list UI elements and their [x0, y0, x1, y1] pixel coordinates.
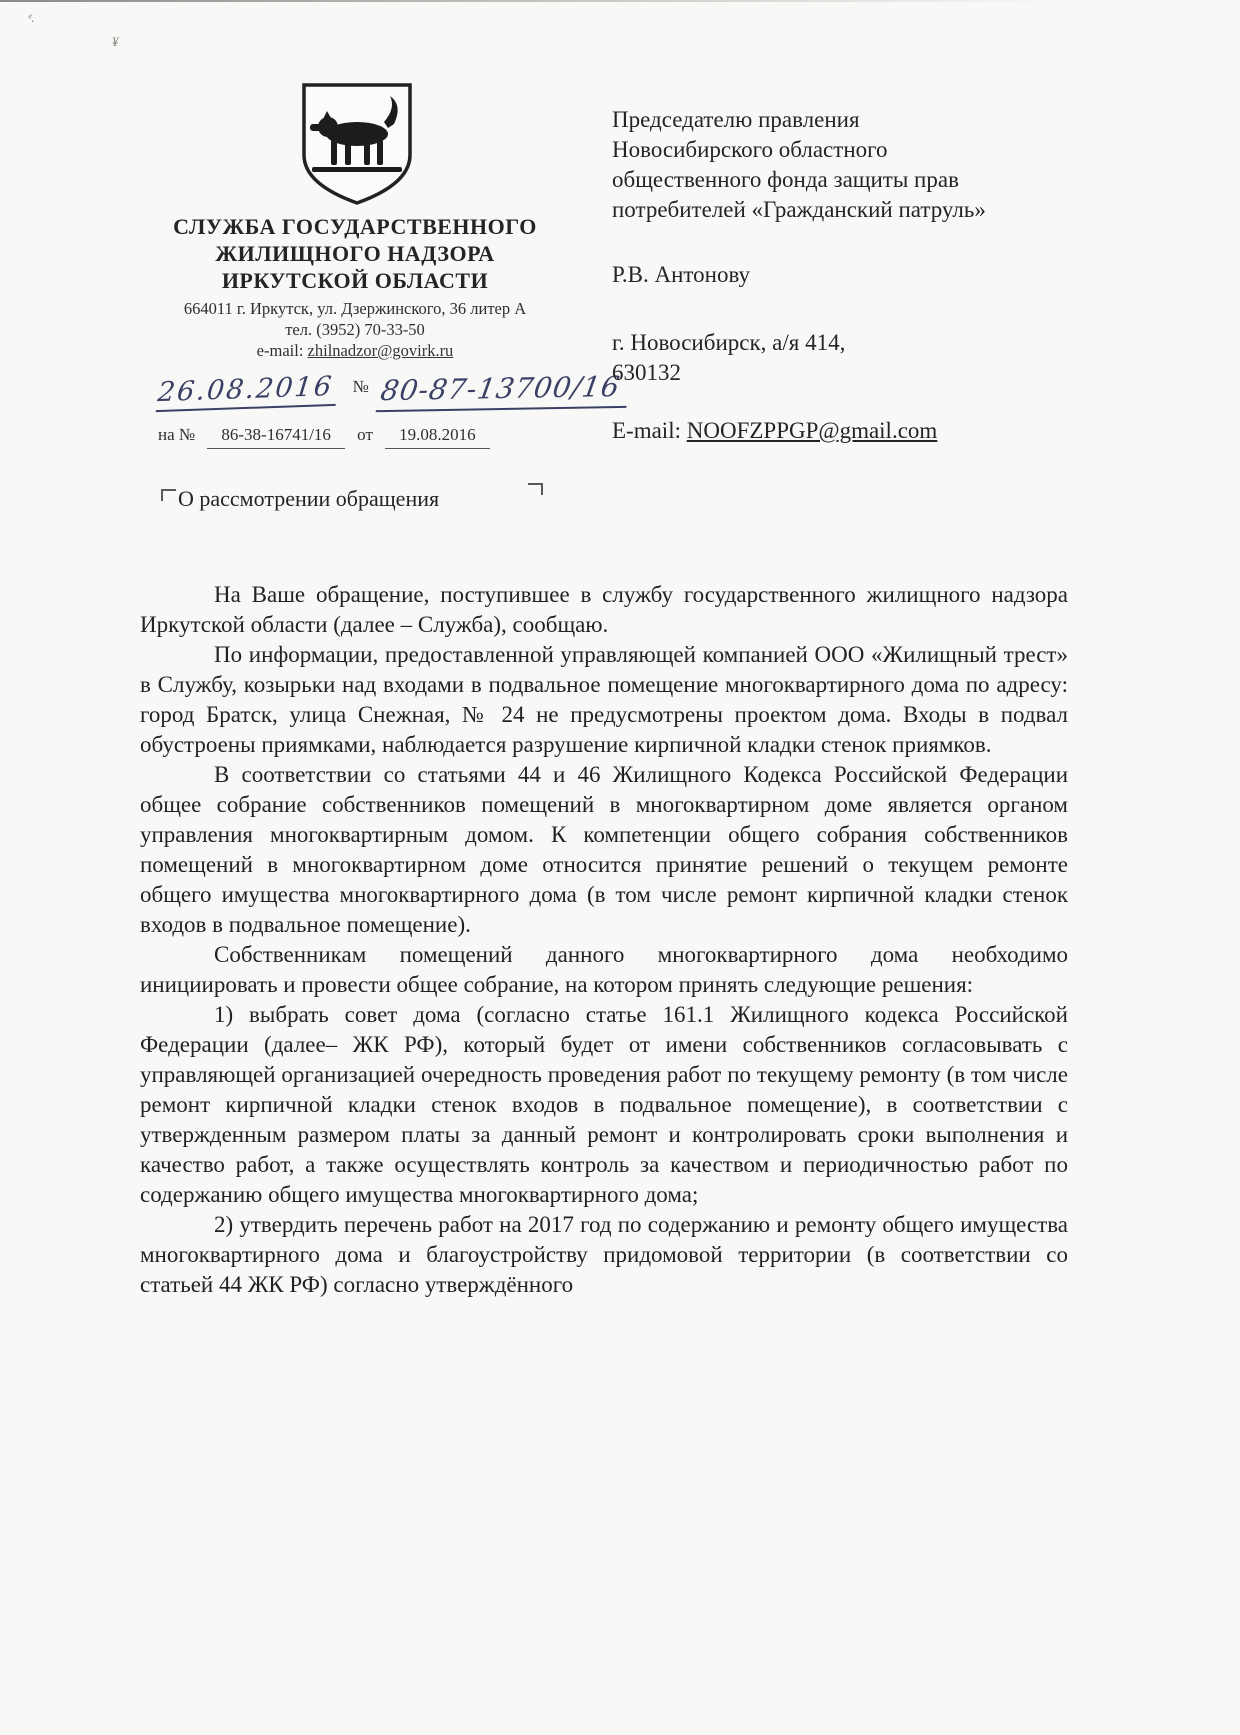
recipient-line: потребителей «Гражданский патруль»: [612, 197, 986, 222]
recipient-email: NOOFZPPGP@gmail.com: [686, 418, 938, 443]
subject-line: О рассмотрении обращения: [178, 486, 440, 511]
body-paragraph: В соответствии со статьями 44 и 46 Жилищного Кодекса Российской Федерации общее собрание собственников помещений в многоквартирном доме является органом управления многоквартирным домом. К компетенции общего собрания собственников помещений в многоквартирном доме относится принятие решений о текущем ремонте общего имущества многоквартирного дома (в том числе ремонт кирпичной кладки стенок входов в подвальное помещение).: [140, 762, 1068, 937]
recipient-name: Р.В. Антонову: [612, 262, 751, 287]
sender-email-line: [130, 340, 580, 361]
sender-org-name: [130, 213, 580, 294]
sender-contact-block: [130, 298, 580, 361]
coat-of-arms-irkutsk: [298, 80, 416, 213]
scan-artifact: ¥: [112, 34, 119, 49]
reference-label: на №: [158, 425, 196, 444]
outgoing-registration-row: [156, 369, 628, 410]
recipient-block: [612, 105, 1082, 225]
recipient-address: [612, 328, 845, 388]
recipient-email-label: E-mail:: [612, 418, 681, 443]
scan-edge-artifact: [0, 0, 1240, 2]
corner-mark-right: [528, 483, 543, 495]
recipient-email-line: [612, 418, 937, 444]
shield-babr-icon: [298, 80, 416, 208]
sender-email: zhilnadzor@govirk.ru: [307, 341, 454, 360]
reference-date: 19.08.2016: [385, 425, 490, 449]
recipient-postal-code: 630132: [612, 360, 681, 385]
recipient-line: Новосибирского областного: [612, 137, 888, 162]
body-paragraph: По информации, предоставленной управляющей компанией ООО «Жилищный трест» в Службу, козырьки над входами в подвальное помещение многоквартирного дома по адресу: город Братск, улица Снежная, № 24 не предусмотрены проектом дома. Входы в подвал обустроены приямками, наблюдается разрушение кирпичной кладки стенок приямков.: [140, 642, 1068, 757]
body-paragraph: На Ваше обращение, поступившее в службу государственного жилищного надзора Иркутской области (далее – Служба), сообщаю.: [140, 582, 1068, 637]
scan-artifact: ᵉ.: [28, 10, 35, 25]
sender-phone: тел. (3952) 70-33-50: [285, 320, 425, 339]
recipient-city-line: г. Новосибирск, а/я 414,: [612, 330, 846, 355]
corner-mark-left: [161, 489, 176, 501]
sender-org-name-line: ИРКУТСКОЙ ОБЛАСТИ: [221, 268, 489, 293]
letter-body: [140, 580, 1068, 1300]
body-paragraph: Собственникам помещений данного многоквартирного дома необходимо инициировать и провести общее собрание, на котором принять следующие решения:: [140, 942, 1068, 997]
sender-email-label: e-mail:: [256, 341, 304, 360]
incoming-reference-row: [158, 425, 498, 449]
handwritten-outgoing-number: 80-87-13700/16: [375, 370, 632, 412]
handwritten-outgoing-date: 26.08.2016: [156, 371, 339, 412]
reference-from-label: от: [357, 425, 373, 444]
recipient-line: Председателю правления: [612, 107, 860, 132]
sender-address: 664011 г. Иркутск, ул. Дзержинского, 36 литер А: [183, 299, 527, 318]
number-sign: №: [352, 377, 369, 396]
body-paragraph: 2) утвердить перечень работ на 2017 год по содержанию и ремонту общего имущества многоквартирного дома и благоустройству придомовой территории (в соответствии со статьей 44 ЖК РФ) согласно утверждённого: [140, 1212, 1068, 1297]
body-paragraph: 1) выбрать совет дома (согласно статье 161.1 Жилищного кодекса Российской Федерации (далее– ЖК РФ), который будет от имени собственников согласовывать с управляющей организацией очередность проведения работ по текущему ремонту (в том числе ремонт кирпичной кладки стенок входов в подвальное помещение), в соответствии с утвержденным размером платы за данный ремонт и контролировать сроки выполнения и качество работ, а также осуществлять контроль за качеством и периодичностью работ по содержанию общего имущества многоквартирного дома;: [140, 1002, 1068, 1207]
recipient-line: общественного фонда защиты прав: [612, 167, 959, 192]
sender-org-name-line: СЛУЖБА ГОСУДАРСТВЕННОГО: [173, 214, 537, 239]
reference-number: 86-38-16741/16: [207, 425, 345, 449]
sender-org-name-line: ЖИЛИЩНОГО НАДЗОРА: [215, 241, 495, 266]
